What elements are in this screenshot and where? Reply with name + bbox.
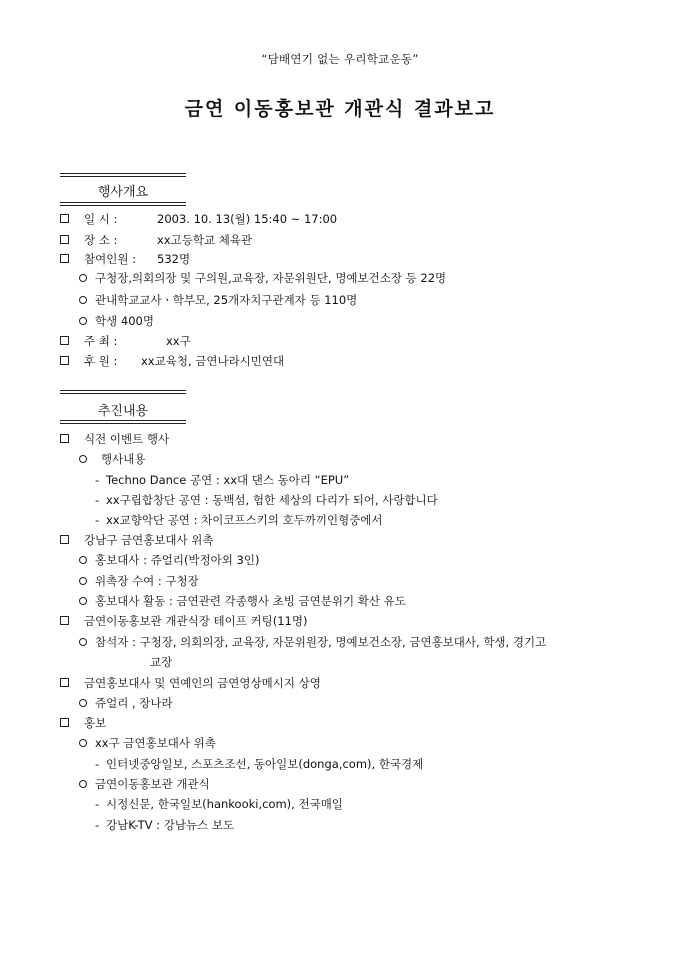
pr-item-1-media-text: 인터넷중앙일보, 스포츠조선, 동아일보(donga,com), 한국경제 — [106, 757, 424, 771]
attendee-group-2-text: 관내학교교사ㆍ학부모, 25개자치구관계자 등 110명 — [95, 293, 358, 307]
dash-bullet: - — [95, 513, 100, 527]
dash-bullet: - — [95, 473, 100, 487]
host-label: 주 최 : — [84, 334, 118, 348]
section1-heading: 행사개요 — [97, 185, 149, 200]
square-bullet-icon — [60, 214, 69, 223]
place-label: 장 소 : — [84, 233, 118, 247]
ambassador-item-1-text: 홍보대사 : 쥬얼리(박정아외 3인) — [95, 553, 260, 567]
ambassador-item-3-text: 홍보대사 활동 : 금연관련 각종행사 초빙 금연분위기 확산 유도 — [95, 594, 406, 608]
circle-bullet-icon — [79, 739, 87, 747]
square-bullet-icon — [60, 678, 69, 687]
square-bullet-icon — [60, 235, 69, 244]
place-value: xx고등학교 체육관 — [157, 233, 253, 247]
square-bullet-icon — [60, 356, 69, 365]
square-bullet-icon — [60, 254, 69, 263]
circle-bullet-icon — [79, 577, 87, 585]
participants-text: 참석자 : 구청장, 의회의장, 교육장, 자문위원장, 명예보건소장, 금연홍보대사, 학생, 경기고 — [95, 635, 547, 649]
circle-bullet-icon — [79, 597, 87, 605]
dash-bullet: - — [95, 757, 100, 771]
host-value: xx구 — [166, 334, 191, 348]
section2-top-rule — [60, 390, 186, 396]
square-bullet-icon — [60, 336, 69, 345]
pre-event-text: 식전 이벤트 행사 — [84, 432, 170, 446]
circle-bullet-icon — [79, 556, 87, 564]
event-contents-text: 행사내용 — [101, 452, 146, 466]
event-item-2-text: xx구립합창단 공연 : 동백섬, 험한 세상의 다리가 되어, 사랑합니다 — [106, 493, 438, 507]
circle-bullet-icon — [79, 317, 87, 325]
circle-bullet-icon — [79, 638, 87, 646]
support-value: xx교육청, 금연나라시민연대 — [141, 354, 285, 368]
event-item-3-text: xx교향악단 공연 : 차이코프스키의 호두까끼인형중에서 — [106, 513, 383, 527]
circle-bullet-icon — [79, 296, 87, 304]
square-bullet-icon — [60, 616, 69, 625]
tape-cutting-text: 금연이동홍보관 개관식장 테이프 커팅(11명) — [84, 614, 308, 628]
section1-top-rule — [60, 173, 186, 179]
pr-item-2-media-2-text: 강남K-TV : 강남뉴스 보도 — [106, 818, 235, 832]
participants-continued-text: 교장 — [150, 655, 173, 669]
pr-item-2-text: 금연이동홍보관 개관식 — [95, 777, 210, 791]
document-subtitle: “담배연기 없는 우리학교운동” — [261, 52, 419, 66]
section1-bottom-rule — [60, 202, 186, 208]
attendees-value: 532명 — [157, 252, 191, 266]
dash-bullet: - — [95, 818, 100, 832]
pr-item-1-text: xx구 금연홍보대사 위촉 — [95, 736, 216, 750]
date-value: 2003. 10. 13(월) 15:40 ~ 17:00 — [157, 212, 338, 226]
attendee-group-3-text: 학생 400명 — [95, 314, 154, 328]
circle-bullet-icon — [79, 780, 87, 788]
document-title: 금연 이동홍보관 개관식 결과보고 — [184, 98, 496, 120]
dash-bullet: - — [95, 493, 100, 507]
dash-bullet: - — [95, 797, 100, 811]
date-label: 일 시 : — [84, 212, 118, 226]
section2-bottom-rule — [60, 420, 186, 426]
circle-bullet-icon — [79, 274, 87, 282]
ambassador-item-2-text: 위촉장 수여 : 구청장 — [95, 574, 199, 588]
section2-heading: 추진내용 — [97, 404, 149, 419]
square-bullet-icon — [60, 434, 69, 443]
circle-bullet-icon — [79, 455, 87, 463]
square-bullet-icon — [60, 718, 69, 727]
video-item-1-text: 쥬얼리 , 장나라 — [95, 696, 173, 710]
attendee-group-1-text: 구청장,의회의장 및 구의원,교육장, 자문위원단, 명예보건소장 등 22명 — [95, 271, 447, 285]
support-label: 후 원 : — [84, 354, 118, 368]
attendees-label: 참여인원 : — [84, 252, 136, 266]
pr-item-2-media-1-text: 시정신문, 한국일보(hankooki,com), 전국매일 — [106, 797, 343, 811]
ambassador-text: 강남구 금연홍보대사 위촉 — [84, 533, 214, 547]
event-item-1-text: Techno Dance 공연 : xx대 댄스 동아리 “EPU” — [106, 473, 350, 487]
pr-text: 홍보 — [84, 716, 107, 730]
square-bullet-icon — [60, 535, 69, 544]
video-text: 금연홍보대사 및 연예인의 금연영상메시지 상영 — [84, 676, 321, 690]
circle-bullet-icon — [79, 699, 87, 707]
